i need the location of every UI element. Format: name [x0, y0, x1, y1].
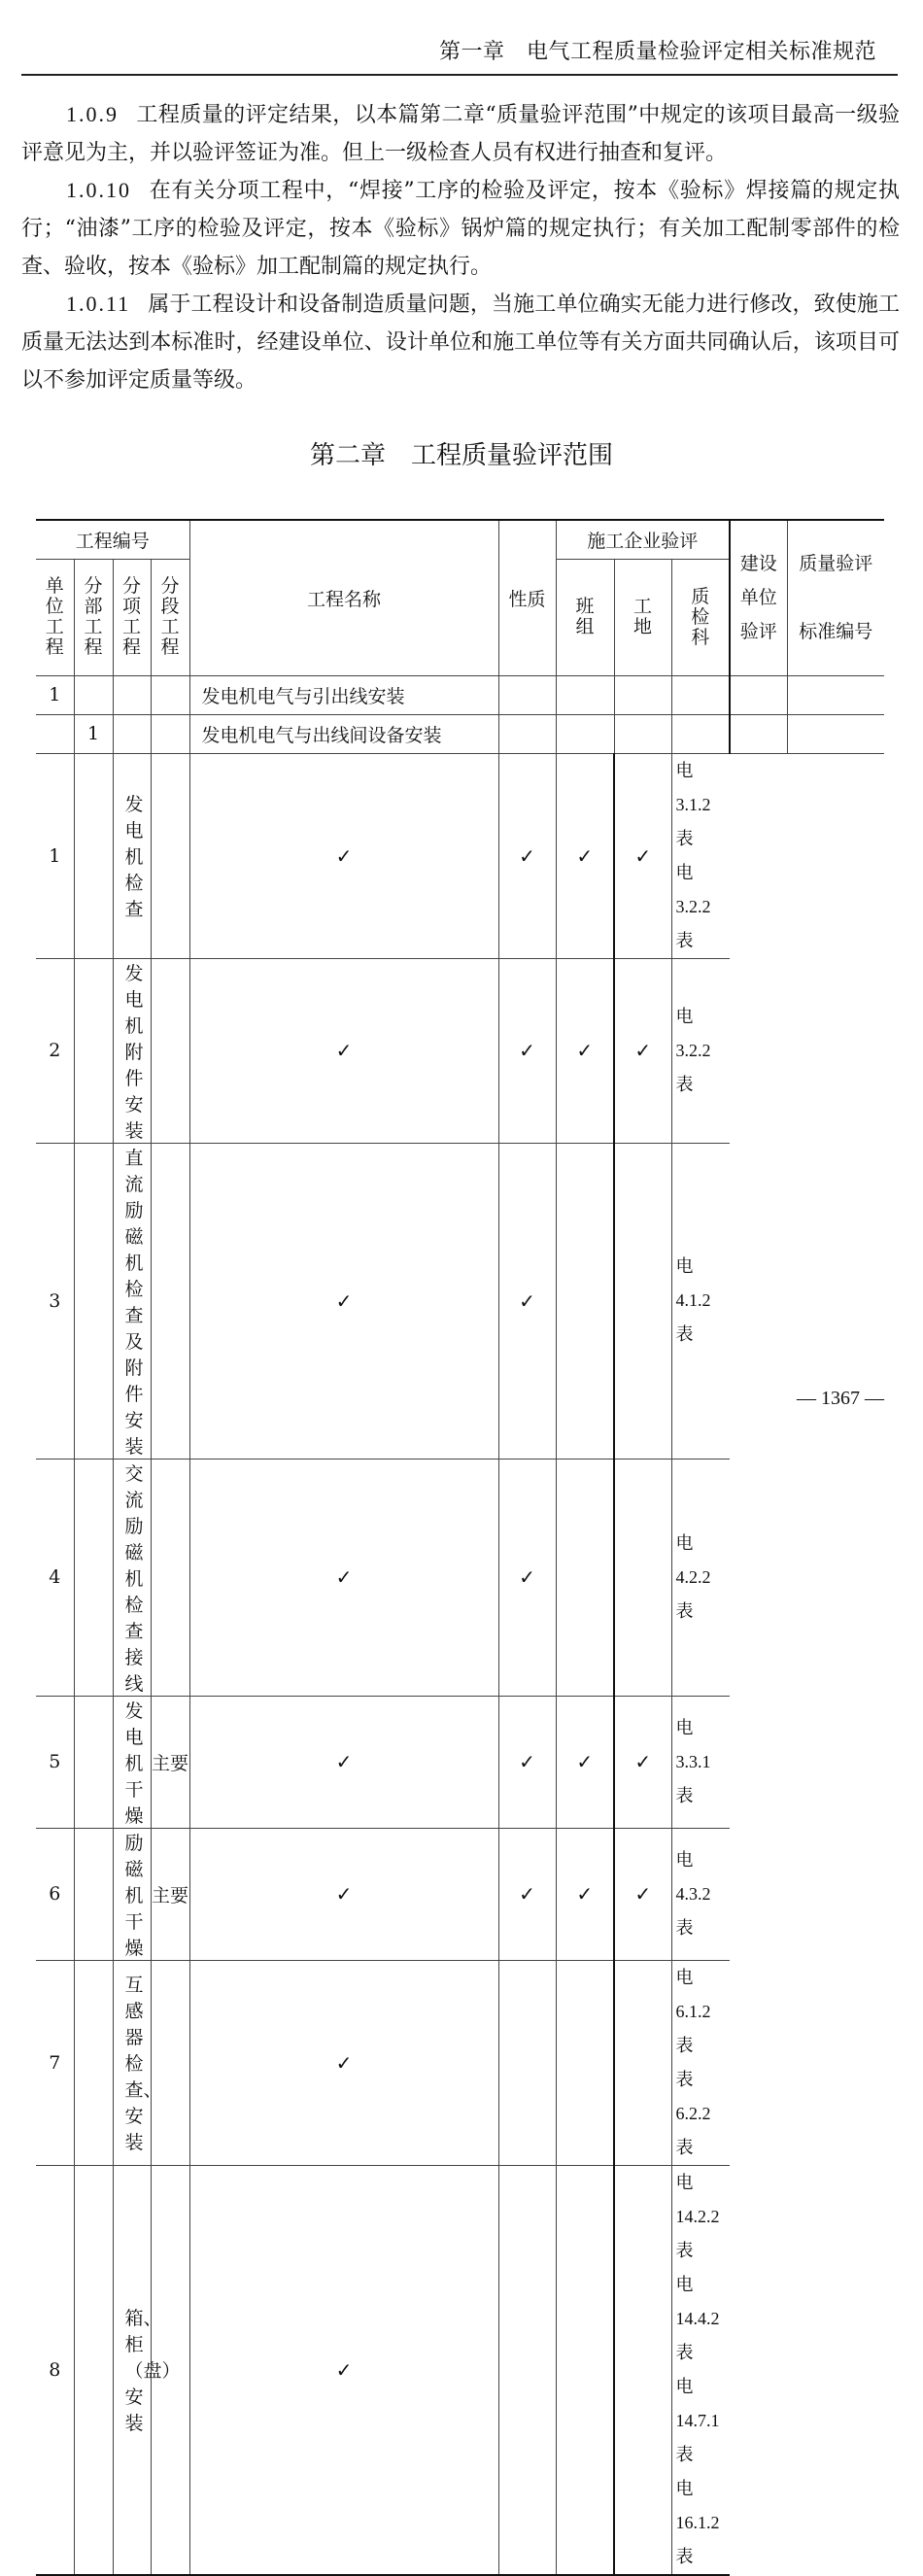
clause-text: 工程质量的评定结果，以本篇第二章“质量验评范围”中规定的该项目最高一级验评意见为主，并以验评签证为准。但上一级检查人员有权进行抽查和复评。 — [21, 103, 900, 165]
eval-owner — [614, 1143, 671, 1459]
header-item: 分项工程 — [113, 559, 151, 675]
quality-scope-table — [36, 519, 884, 2576]
eval-owner — [614, 1696, 671, 1828]
standard-number: 电 6.1.2 表 — [675, 1967, 711, 2055]
header-division: 分部工程 — [74, 559, 113, 675]
division-number: 1 — [74, 714, 113, 753]
item-number: 6 — [36, 1828, 74, 1960]
standard-number: 电 3.1.2 表 — [675, 760, 711, 848]
eval-owner — [614, 958, 671, 1143]
eval-site — [498, 1459, 556, 1696]
section-number — [74, 1459, 113, 1696]
standard-numbers — [671, 1459, 730, 1696]
eval-owner — [614, 2165, 671, 2575]
header-standard-number: 质量验评 标准编号 — [787, 520, 884, 675]
eval-site — [498, 1960, 556, 2165]
table-row-unit — [36, 675, 884, 714]
eval-site — [498, 2165, 556, 2575]
eval-qc — [556, 1143, 614, 1459]
standard-number: 电 3.3.1 表 — [675, 1717, 711, 1805]
section-number — [74, 2165, 113, 2575]
standard-number: 电 14.4.2 表 — [675, 2274, 720, 2362]
item-number: 3 — [36, 1143, 74, 1459]
header-project-code: 工程编号 — [36, 520, 189, 559]
item-number: 2 — [36, 958, 74, 1143]
standard-number: 电 4.3.2 表 — [675, 1849, 711, 1938]
item-name: 交流励磁机检查接线 — [113, 1459, 151, 1696]
table-row — [36, 753, 884, 958]
eval-owner — [614, 1459, 671, 1696]
standard-number: 电 14.7.1 表 — [675, 2376, 720, 2464]
check-mark-icon: ✓ — [519, 1750, 535, 1773]
standard-number: 电 3.2.2 表 — [675, 862, 711, 950]
eval-qc — [556, 1828, 614, 1960]
eval-site — [498, 1696, 556, 1828]
check-mark-icon: ✓ — [519, 843, 535, 868]
eval-qc — [556, 1696, 614, 1828]
item-nature — [151, 1143, 189, 1459]
item-name: 发电机干燥 — [113, 1696, 151, 1828]
check-mark-icon: ✓ — [335, 843, 353, 868]
item-nature — [151, 753, 189, 958]
check-mark-icon: ✓ — [519, 1288, 535, 1313]
division-name: 发电机电气与出线间设备安装 — [189, 714, 498, 753]
section-number — [74, 1696, 113, 1828]
eval-site — [498, 958, 556, 1143]
item-number: 8 — [36, 2165, 74, 2575]
paragraph-1-0-10 — [21, 171, 900, 286]
table-row — [36, 1960, 884, 2165]
standard-number: 电 4.2.2 表 — [675, 1532, 711, 1621]
check-mark-icon: ✓ — [576, 843, 594, 868]
header-unit: 单位工程 — [36, 559, 74, 675]
check-mark-icon: ✓ — [335, 1750, 353, 1773]
chapter-title: 第二章 工程质量验评范围 — [309, 441, 613, 470]
check-mark-icon: ✓ — [576, 1039, 594, 1062]
check-mark-icon: ✓ — [634, 1039, 652, 1062]
standard-numbers — [671, 1828, 730, 1960]
check-mark-icon: ✓ — [576, 1882, 594, 1906]
eval-owner — [614, 753, 671, 958]
item-name: 箱、柜（盘）安装 — [113, 2165, 151, 2575]
header-owner-eval: 建设单位验评 — [730, 520, 787, 675]
check-mark-icon: ✓ — [335, 2357, 353, 2382]
item-number: 7 — [36, 1960, 74, 2165]
clause-text: 在有关分项工程中，“焊接”工序的检验及评定，按本《验标》焊接篇的规定执行；“油漆”工序的检验及评定，按本《验标》锅炉篇的规定执行；有关加工配制零部件的检查、验收，按本《验标》加工配制篇的规定执行。 — [21, 179, 900, 279]
standard-number: 电 3.2.2 表 — [675, 1006, 711, 1094]
section-number — [74, 1828, 113, 1960]
section-number — [74, 1143, 113, 1459]
item-number: 5 — [36, 1696, 74, 1828]
standard-numbers — [671, 753, 730, 958]
check-mark-icon: ✓ — [335, 1039, 353, 1062]
eval-site — [498, 1143, 556, 1459]
standard-number: 电 4.1.2 表 — [675, 1256, 711, 1344]
check-mark-icon: ✓ — [634, 843, 652, 868]
page-number: — 1367 — — [797, 1388, 884, 1409]
eval-owner — [614, 1960, 671, 2165]
standard-numbers — [671, 1960, 730, 2165]
header-site: 工地 — [614, 559, 671, 675]
eval-site — [498, 1828, 556, 1960]
header-team: 班组 — [556, 559, 614, 675]
clause-number: 1.0.10 — [66, 178, 131, 202]
eval-team — [189, 1143, 498, 1459]
paragraph-1-0-9 — [21, 95, 900, 172]
check-mark-icon: ✓ — [634, 1882, 652, 1906]
unit-name: 发电机电气与引出线安装 — [189, 675, 498, 714]
header-enterprise-eval: 施工企业验评 — [556, 520, 730, 559]
eval-team — [189, 1696, 498, 1828]
item-nature — [151, 958, 189, 1143]
standard-numbers — [671, 1696, 730, 1828]
item-nature: 主要 — [151, 1828, 189, 1960]
item-number: 1 — [36, 753, 74, 958]
unit-number: 1 — [36, 675, 74, 714]
clause-number: 1.0.11 — [66, 292, 131, 316]
standard-numbers — [671, 2165, 730, 2575]
table-row — [36, 1143, 884, 1459]
check-mark-icon: ✓ — [335, 2050, 353, 2075]
item-name: 发电机检查 — [113, 753, 151, 958]
clause-number: 1.0.9 — [66, 102, 119, 126]
header-nature: 性质 — [498, 520, 556, 675]
standard-numbers — [671, 958, 730, 1143]
section-number — [74, 1960, 113, 2165]
standard-number: 电 16.1.2 表 — [675, 2478, 720, 2566]
paragraph-1-0-11 — [21, 285, 900, 399]
eval-owner — [614, 1828, 671, 1960]
header-qc: 质检科 — [671, 559, 730, 675]
item-nature — [151, 1459, 189, 1696]
check-mark-icon: ✓ — [335, 1565, 353, 1589]
eval-qc — [556, 1960, 614, 2165]
check-mark-icon: ✓ — [519, 1565, 535, 1589]
section-number — [74, 753, 113, 958]
eval-qc — [556, 753, 614, 958]
eval-qc — [556, 2165, 614, 2575]
section-number — [74, 958, 113, 1143]
check-mark-icon: ✓ — [519, 1039, 535, 1062]
item-nature — [151, 1960, 189, 2165]
item-name: 发电机附件安装 — [113, 958, 151, 1143]
eval-team — [189, 2165, 498, 2575]
item-name: 励磁机干燥 — [113, 1828, 151, 1960]
standard-number: 电 14.2.2 表 — [675, 2172, 720, 2260]
table-row — [36, 1828, 884, 1960]
check-mark-icon: ✓ — [576, 1750, 594, 1773]
eval-team — [189, 1828, 498, 1960]
check-mark-icon: ✓ — [519, 1882, 535, 1906]
standard-number: 表 6.2.2 表 — [675, 2069, 711, 2157]
table-row — [36, 958, 884, 1143]
check-mark-icon: ✓ — [335, 1882, 353, 1906]
item-number: 4 — [36, 1459, 74, 1696]
table-row — [36, 2165, 884, 2575]
eval-qc — [556, 1459, 614, 1696]
eval-team — [189, 1459, 498, 1696]
clause-text: 属于工程设计和设备制造质量问题，当施工单位确实无能力进行修改，致使施工质量无法达到本标准时，经建设单位、设计单位和施工单位等有关方面共同确认后，该项目可以不参加评定质量等级。 — [21, 292, 900, 393]
eval-qc — [556, 958, 614, 1143]
eval-team — [189, 753, 498, 958]
item-nature: 主要 — [151, 1696, 189, 1828]
header-section: 分段工程 — [151, 559, 189, 675]
standard-numbers — [671, 1143, 730, 1459]
running-header: 第一章 电气工程质量检验评定相关标准规范 — [21, 29, 898, 76]
check-mark-icon: ✓ — [634, 1750, 652, 1773]
eval-team — [189, 958, 498, 1143]
table-row — [36, 1459, 884, 1696]
item-name: 互感器检查、安装 — [113, 1960, 151, 2165]
eval-team — [189, 1960, 498, 2165]
table-row-division — [36, 714, 884, 753]
check-mark-icon: ✓ — [335, 1288, 353, 1313]
eval-site — [498, 753, 556, 958]
item-name: 直流励磁机检查及附件安装 — [113, 1143, 151, 1459]
header-name: 工程名称 — [189, 520, 498, 675]
table-row — [36, 1696, 884, 1828]
